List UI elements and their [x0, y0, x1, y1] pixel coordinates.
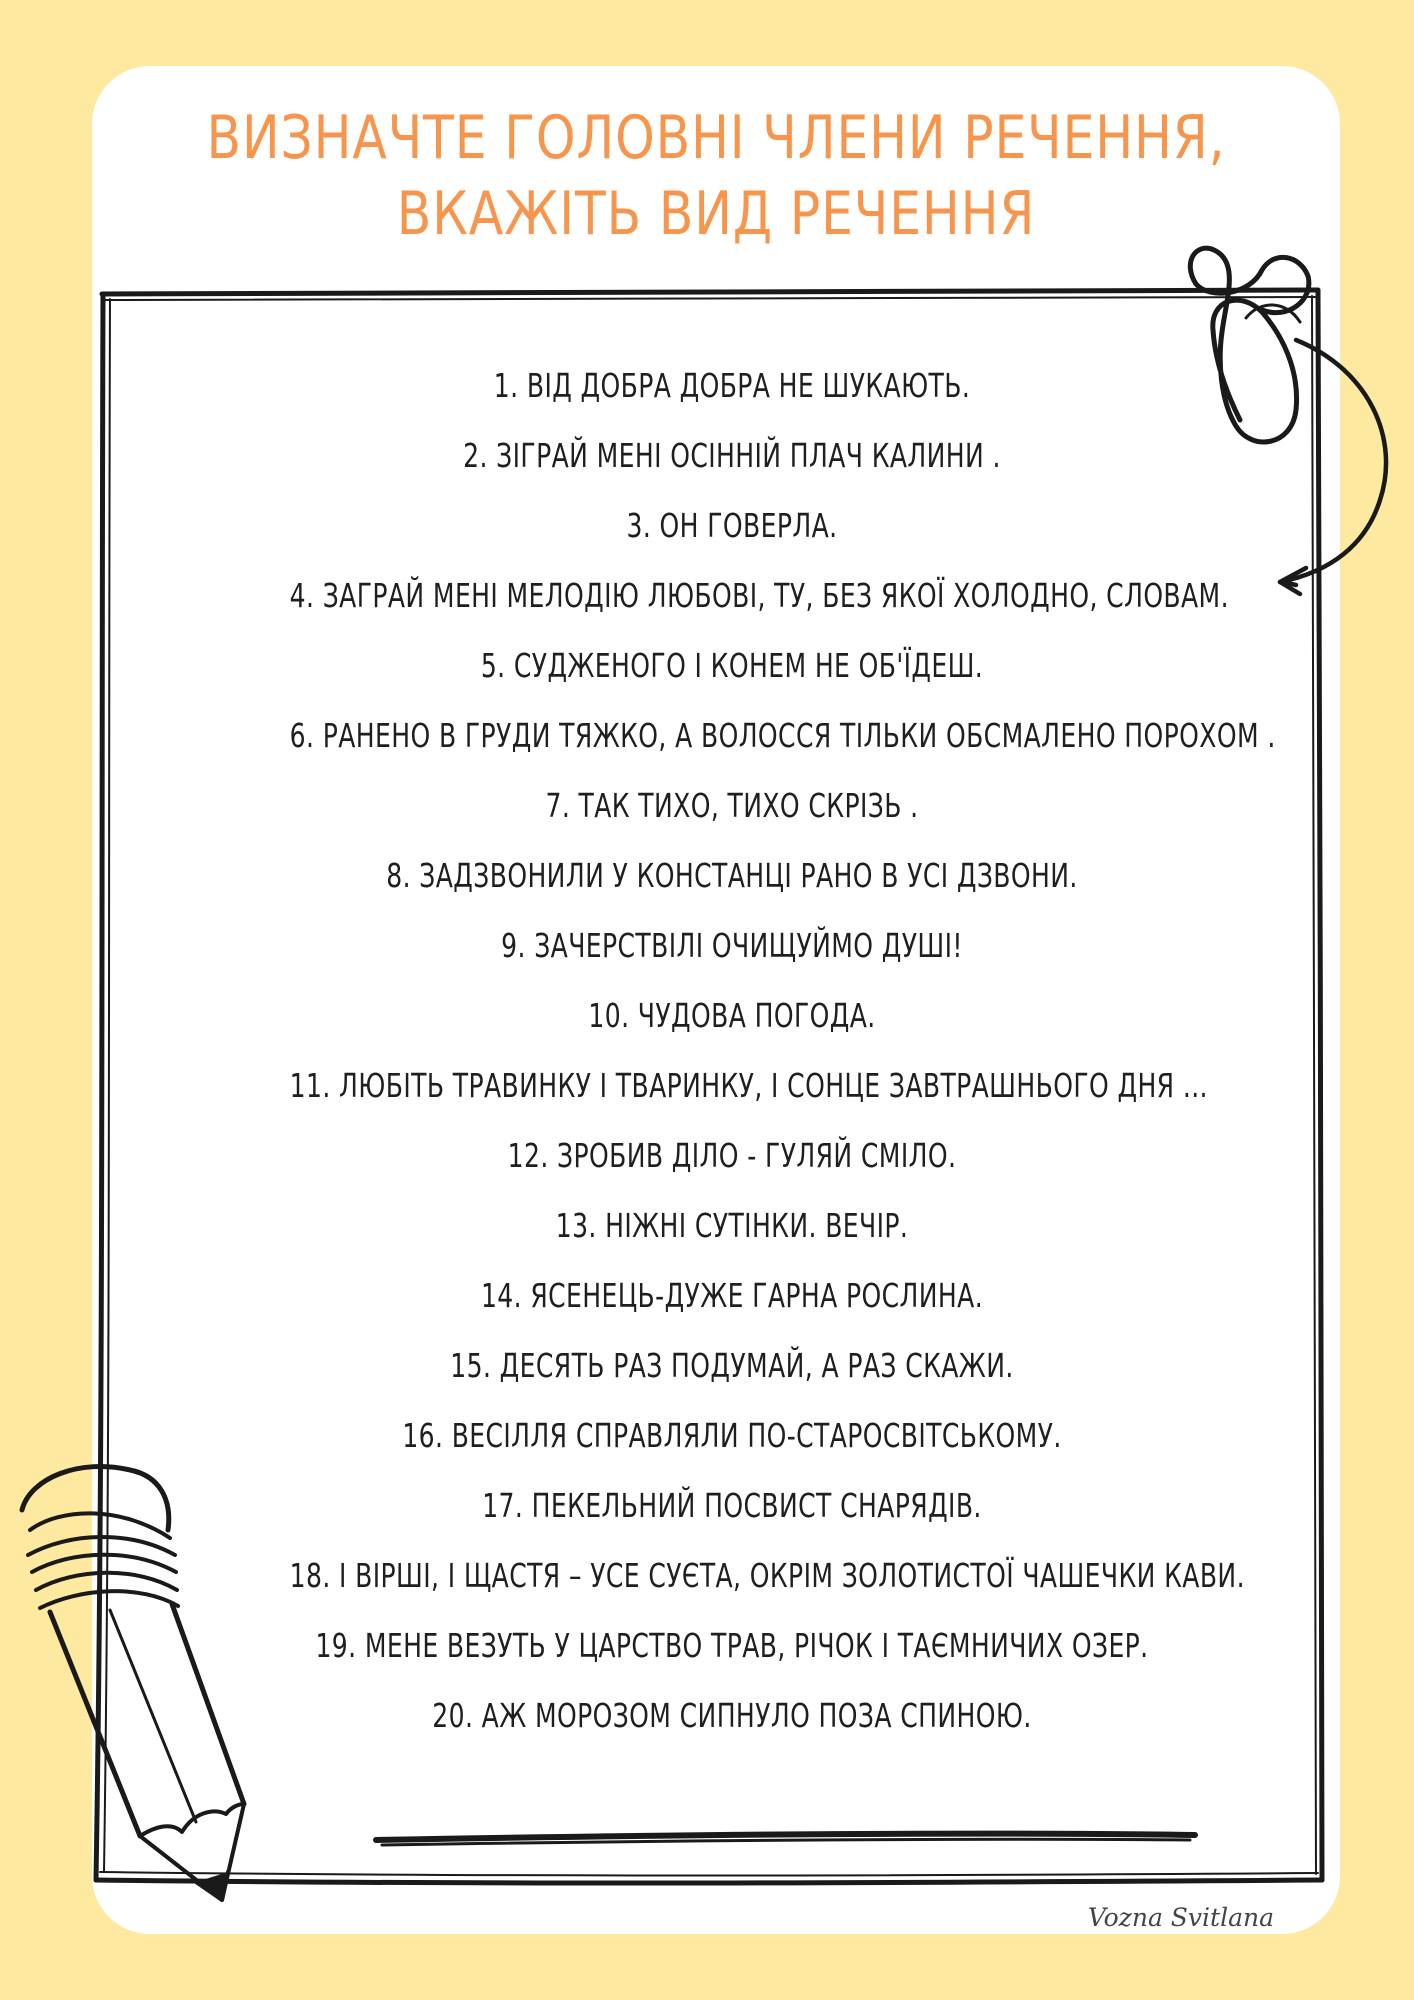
- list-item: 4. ЗАГРАЙ МЕНІ МЕЛОДІЮ ЛЮБОВІ, ТУ, БЕЗ ЯКОЇ ХОЛОДНО, СЛОВАМ.: [289, 576, 1229, 615]
- list-item: 8. ЗАДЗВОНИЛИ У КОНСТАНЦІ РАНО В УСІ ДЗВОНИ.: [386, 856, 1078, 895]
- list-item: 10. ЧУДОВА ПОГОДА.: [588, 996, 876, 1035]
- title-line-1: ВИЗНАЧТЕ ГОЛОВНІ ЧЛЕНИ РЕЧЕННЯ,: [206, 103, 1226, 173]
- list-item: 3. ОН ГОВЕРЛА.: [626, 506, 838, 545]
- list-item: 14. ЯСЕНЕЦЬ-ДУЖЕ ГАРНА РОСЛИНА.: [480, 1276, 984, 1315]
- list-item: 16. ВЕСІЛЛЯ СПРАВЛЯЛИ ПО-СТАРОСВІТСЬКОМУ.: [402, 1416, 1062, 1455]
- list-item: 1. ВІД ДОБРА ДОБРА НЕ ШУКАЮТЬ.: [493, 366, 971, 405]
- list-item: 9. ЗАЧЕРСТВІЛІ ОЧИЩУЙМО ДУШІ!: [501, 926, 963, 965]
- list-item: 12. ЗРОБИВ ДІЛО - ГУЛЯЙ СМІЛО.: [507, 1136, 957, 1175]
- list-item: 7. ТАК ТИХО, ТИХО СКРІЗЬ .: [545, 786, 919, 825]
- list-item: 18. І ВІРШІ, І ЩАСТЯ – УСЕ СУЄТА, ОКРІМ ЗОЛОТИСТОЇ ЧАШЕЧКИ КАВИ.: [289, 1556, 1245, 1595]
- title-line-2: ВКАЖІТЬ ВИД РЕЧЕННЯ: [396, 179, 1036, 249]
- list-item: 17. ПЕКЕЛЬНИЙ ПОСВИСТ СНАРЯДІВ.: [482, 1486, 982, 1525]
- list-item: 20. АЖ МОРОЗОМ СИПНУЛО ПОЗА СПИНОЮ.: [432, 1696, 1032, 1735]
- list-item: 2. ЗІГРАЙ МЕНІ ОСІННІЙ ПЛАЧ КАЛИНИ .: [463, 436, 1001, 475]
- author-signature: Vozna Svitlana: [1087, 1903, 1274, 1932]
- list-item: 11. ЛЮБІТЬ ТРАВИНКУ І ТВАРИНКУ, І СОНЦЕ ЗАВТРАШНЬОГО ДНЯ ...: [289, 1066, 1208, 1105]
- list-item: 6. РАНЕНО В ГРУДИ ТЯЖКО, А ВОЛОССЯ ТІЛЬКИ ОБСМАЛЕНО ПОРОХОМ .: [289, 716, 1276, 755]
- sentence-list: [150, 351, 1314, 1751]
- list-item: 15. ДЕСЯТЬ РАЗ ПОДУМАЙ, А РАЗ СКАЖИ.: [450, 1346, 1014, 1385]
- list-item: 13. НІЖНІ СУТІНКИ. ВЕЧІР.: [555, 1206, 909, 1245]
- list-item: 5. СУДЖЕНОГО І КОНЕМ НЕ ОБ'ЇДЕШ.: [480, 646, 984, 685]
- list-item: 19. МЕНЕ ВЕЗУТЬ У ЦАРСТВО ТРАВ, РІЧОК І ТАЄМНИЧИХ ОЗЕР.: [315, 1626, 1149, 1665]
